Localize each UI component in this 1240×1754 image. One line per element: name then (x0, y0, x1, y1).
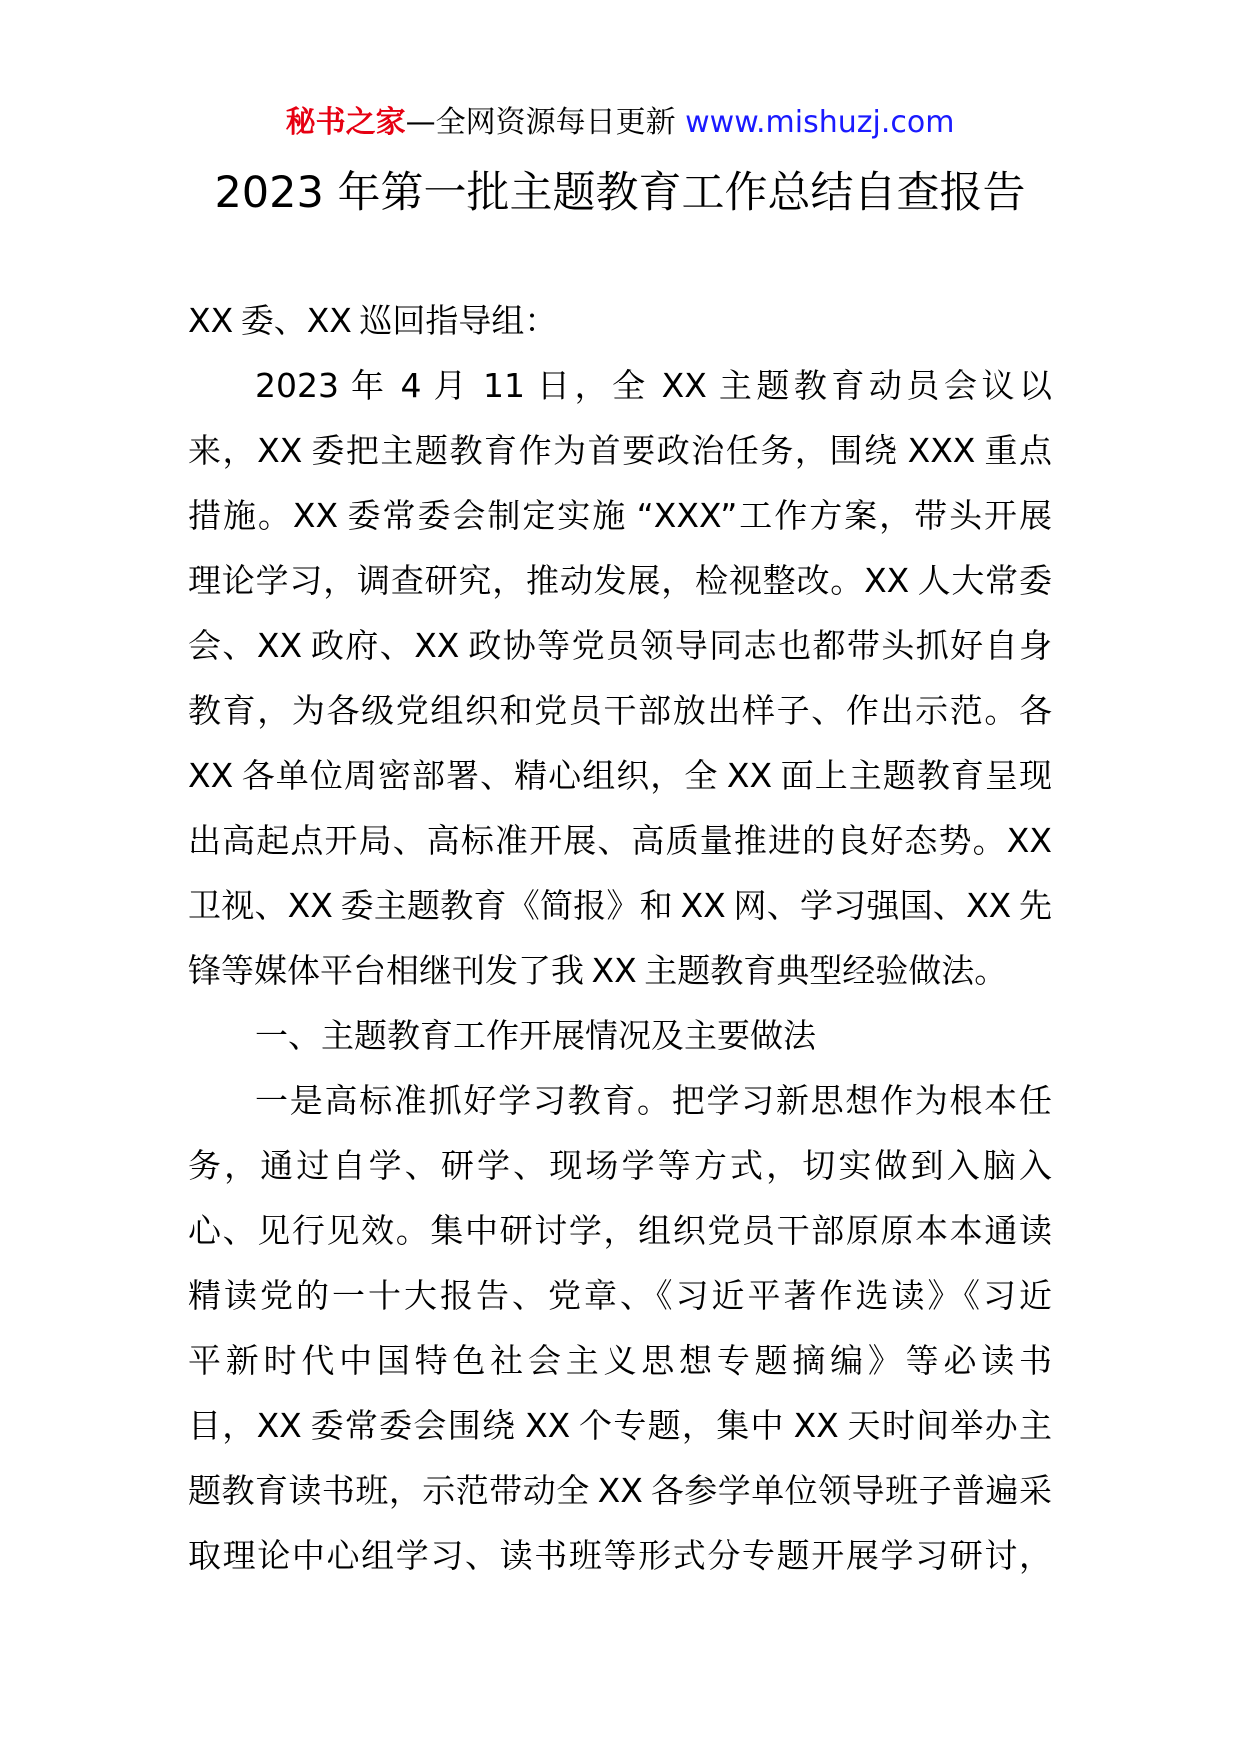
paragraph (188, 353, 1052, 1003)
paragraph-line: 教育，为各级党组织和党员干部放出样子、作出示范。各 (188, 691, 1052, 730)
brand-name: 秘书之家 (285, 105, 406, 140)
header-tagline: —全网资源每日更新 (405, 105, 676, 140)
paragraph-line: XX 各单位周密部署、精心组织，全 XX 面上主题教育呈现 (188, 756, 1052, 795)
paragraph-line: 精读党的一十大报告、党章、《习近平著作选读》《习近 (188, 1276, 1052, 1315)
paragraph-line: 出高起点开局、高标准开展、高质量推进的良好态势。XX (188, 821, 1052, 860)
section-heading: 一、主题教育工作开展情况及主要做法 (255, 1016, 816, 1055)
paragraph-line: 会、XX 政府、XX 政协等党员领导同志也都带头抓好自身 (188, 626, 1052, 665)
paragraph-line: 一是高标准抓好学习教育。把学习新思想作为根本任 (255, 1081, 1052, 1120)
paragraph-line: 目，XX 委常委会围绕 XX 个专题，集中 XX 天时间举办主 (188, 1406, 1052, 1445)
paragraph-line: 2023 年 4 月 11 日，全 XX 主题教育动员会议以 (255, 366, 1052, 405)
paragraph-line: 平新时代中国特色社会主义思想专题摘编》等必读书 (188, 1341, 1052, 1380)
document-body (188, 288, 1052, 1588)
paragraph-line: 来，XX 委把主题教育作为首要政治任务，围绕 XXX 重点 (188, 431, 1052, 470)
paragraph (188, 1068, 1052, 1588)
paragraph-line: 取理论中心组学习、读书班等形式分专题开展学习研讨， (188, 1536, 1052, 1575)
paragraph-line: 锋等媒体平台相继刊发了我 XX 主题教育典型经验做法。 (188, 951, 1008, 990)
paragraph-line: 务，通过自学、研学、现场学等方式，切实做到入脑入 (188, 1146, 1052, 1185)
document-title: 2023 年第一批主题教育工作总结自查报告 (214, 168, 1026, 218)
header-url: www.mishuzj.com (685, 105, 955, 140)
paragraph-line: 理论学习，调查研究，推动发展，检视整改。XX 人大常委 (188, 561, 1052, 600)
paragraph-line: 心、见行见效。集中研讨学，组织党员干部原原本本通读 (188, 1211, 1052, 1250)
salutation: XX 委、XX 巡回指导组： (188, 301, 558, 340)
paragraph-line: 措施。XX 委常委会制定实施 “XXX”工作方案，带头开展 (188, 496, 1052, 535)
paragraph-line: 卫视、XX 委主题教育《简报》和 XX 网、学习强国、XX 先 (188, 886, 1052, 925)
site-header (0, 103, 1240, 143)
paragraph-line: 题教育读书班，示范带动全 XX 各参学单位领导班子普遍采 (188, 1471, 1052, 1510)
